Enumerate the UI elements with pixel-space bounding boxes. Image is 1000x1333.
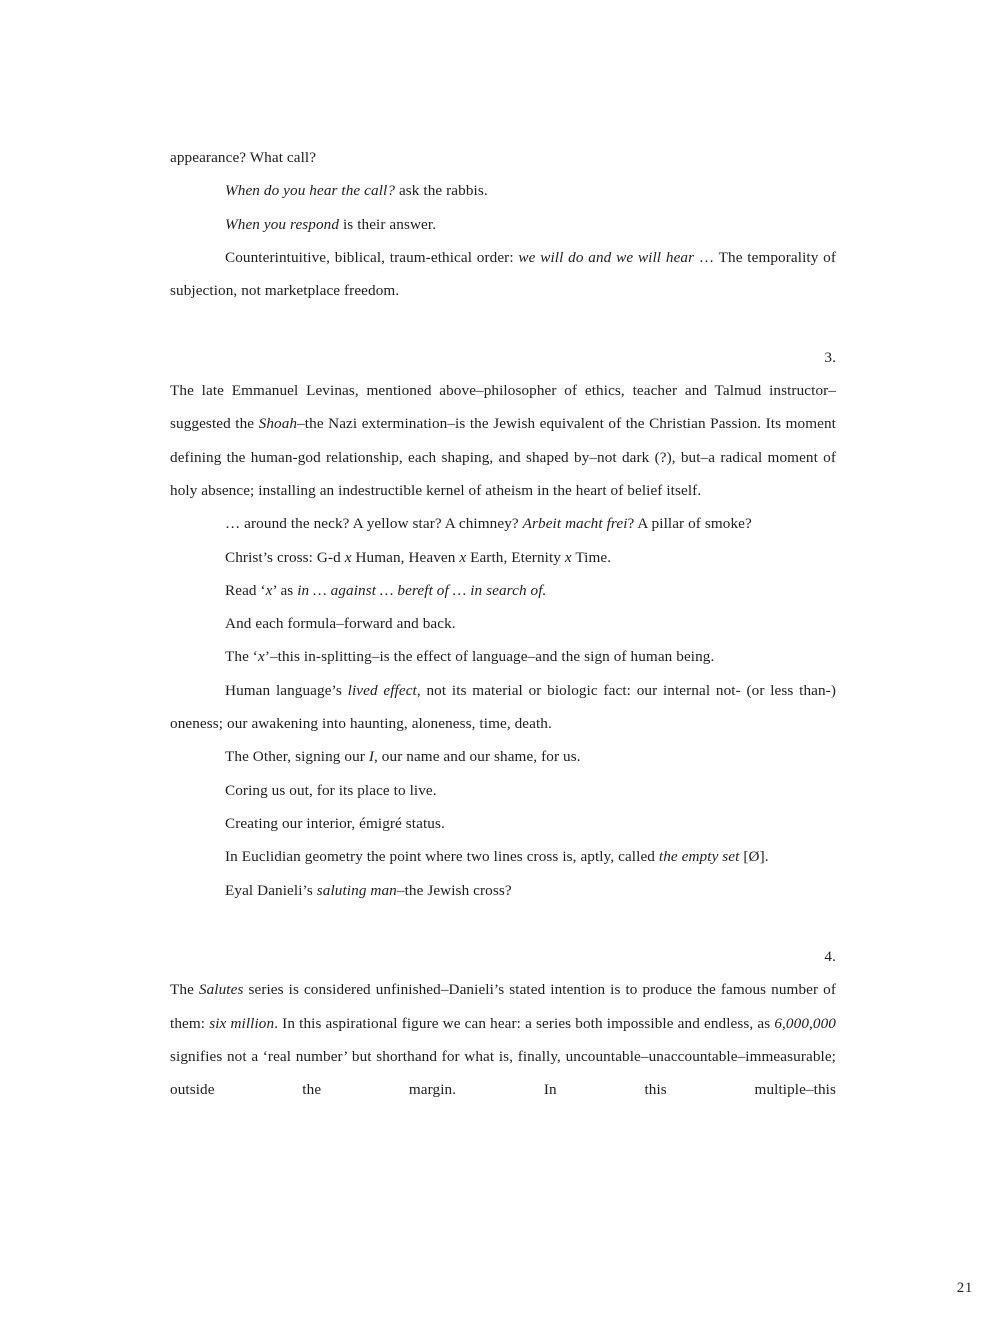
text-segment: The Other, signing our bbox=[225, 748, 369, 766]
italic-text-segment: Salutes bbox=[198, 981, 244, 999]
text-segment: ’ as bbox=[272, 581, 298, 599]
text-segment: signifies not a ‘real number’ but shorthand for what is, finally, uncountable–unaccountable–immeasurable; outside the margin. In this multiple–this bbox=[170, 1048, 836, 1099]
italic-text-segment: I bbox=[368, 748, 375, 766]
para-counterintuitive bbox=[170, 241, 836, 308]
text-segment: The bbox=[170, 981, 199, 999]
text-segment: –the Jewish cross? bbox=[396, 881, 512, 899]
italic-text-segment: x bbox=[257, 648, 265, 666]
verse-creating-interior bbox=[170, 807, 836, 840]
verse-eyal-danieli bbox=[170, 874, 836, 907]
page-number: 21 bbox=[956, 1280, 973, 1296]
italic-text-segment: x bbox=[344, 548, 352, 566]
para-salutes-series bbox=[170, 973, 836, 1106]
text-segment: And each formula–forward and back. bbox=[225, 615, 456, 633]
text-segment: Creating our interior, émigré status. bbox=[225, 814, 445, 832]
verse-coring-us-out bbox=[170, 774, 836, 807]
section-number-3: 3. bbox=[824, 348, 836, 366]
italic-text-segment: x bbox=[265, 581, 273, 599]
text-segment: Human language’s bbox=[225, 681, 348, 699]
para-levinas bbox=[170, 374, 836, 507]
text-segment: appearance? What call? bbox=[170, 149, 317, 166]
text-segment: –the Nazi extermination–is the Jewish equivalent of the Christian Passion. Its moment defining the human-god relationship, each shaping, and shaped by–not dark (?), but–a radical moment of holy absence; installing an indestructible kernel of atheism in the heart of belief itself. bbox=[170, 415, 836, 499]
verse-each-formula bbox=[170, 607, 836, 640]
verse-the-other bbox=[170, 740, 836, 773]
text-segment: Time. bbox=[571, 548, 612, 566]
text-segment: ask the rabbis. bbox=[398, 182, 488, 200]
italic-text-segment: Arbeit macht frei bbox=[522, 515, 628, 533]
verse-the-x-insplitting bbox=[170, 640, 836, 673]
italic-text-segment: Shoah bbox=[258, 415, 298, 433]
text-segment: , not its material or biologic fact: our internal not- (or less than-) oneness; our awakening into haunting, aloneness, time, death. bbox=[170, 681, 836, 733]
italic-text-segment: x bbox=[459, 548, 467, 566]
italic-text-segment: six million bbox=[209, 1014, 275, 1032]
text-segment: Counterintuitive, biblical, traum-ethical order: bbox=[225, 248, 519, 266]
page-text-area bbox=[170, 141, 836, 1107]
para-continuation-line bbox=[170, 141, 836, 174]
italic-text-segment: in … against … bereft of … in search of. bbox=[297, 581, 547, 599]
text-segment: The late Emmanuel Levinas, mentioned above–philosopher of ethics, teacher and Talmud instructor–suggested the bbox=[170, 382, 836, 433]
para-human-language bbox=[170, 674, 836, 741]
text-segment: Read ‘ bbox=[225, 581, 266, 599]
section-number-4: 4. bbox=[824, 948, 836, 966]
text-segment: ? A pillar of smoke? bbox=[627, 515, 752, 533]
verse-around-the-neck bbox=[170, 507, 836, 540]
text-segment: [Ø]. bbox=[739, 848, 769, 866]
verse-read-x bbox=[170, 574, 836, 607]
text-segment: ’–this in-splitting–is the effect of language–and the sign of human being. bbox=[264, 648, 715, 666]
italic-text-segment: we will do and we will hear bbox=[518, 248, 695, 266]
italic-text-segment: lived effect bbox=[347, 681, 417, 699]
text-segment: … around the neck? A yellow star? A chimney? bbox=[225, 515, 523, 533]
text-segment: Christ’s cross: G-d bbox=[225, 548, 345, 566]
text-segment: series is considered unfinished–Danieli’s stated intention is to produce the famous number of them: bbox=[170, 981, 836, 1032]
text-segment: Earth, Eternity bbox=[466, 548, 565, 566]
verse-euclidian-geometry bbox=[170, 840, 836, 873]
text-segment: The ‘ bbox=[225, 648, 258, 666]
text-segment: In Euclidian geometry the point where two lines cross is, aptly, called bbox=[225, 848, 659, 866]
italic-text-segment: When do you hear the call? bbox=[225, 182, 399, 200]
italic-text-segment: saluting man bbox=[316, 881, 397, 899]
verse-when-respond bbox=[170, 208, 836, 241]
verse-when-hear bbox=[170, 174, 836, 207]
italic-text-segment: 6,000,000 bbox=[774, 1014, 836, 1032]
text-segment: Coring us out, for its place to live. bbox=[225, 781, 437, 799]
text-segment: Eyal Danieli’s bbox=[225, 881, 317, 899]
italic-text-segment: When you respond bbox=[225, 215, 340, 233]
text-segment: … The temporality of subjection, not marketplace freedom. bbox=[170, 248, 837, 300]
verse-christs-cross bbox=[170, 541, 836, 574]
italic-text-segment: x bbox=[564, 548, 572, 566]
text-segment: , our name and our shame, for us. bbox=[374, 748, 581, 766]
text-segment: . In this aspirational figure we can hear: a series both impossible and endless, as bbox=[274, 1014, 775, 1032]
text-segment: is their answer. bbox=[339, 215, 437, 233]
italic-text-segment: the empty set bbox=[658, 848, 740, 866]
text-segment: Human, Heaven bbox=[351, 548, 460, 566]
